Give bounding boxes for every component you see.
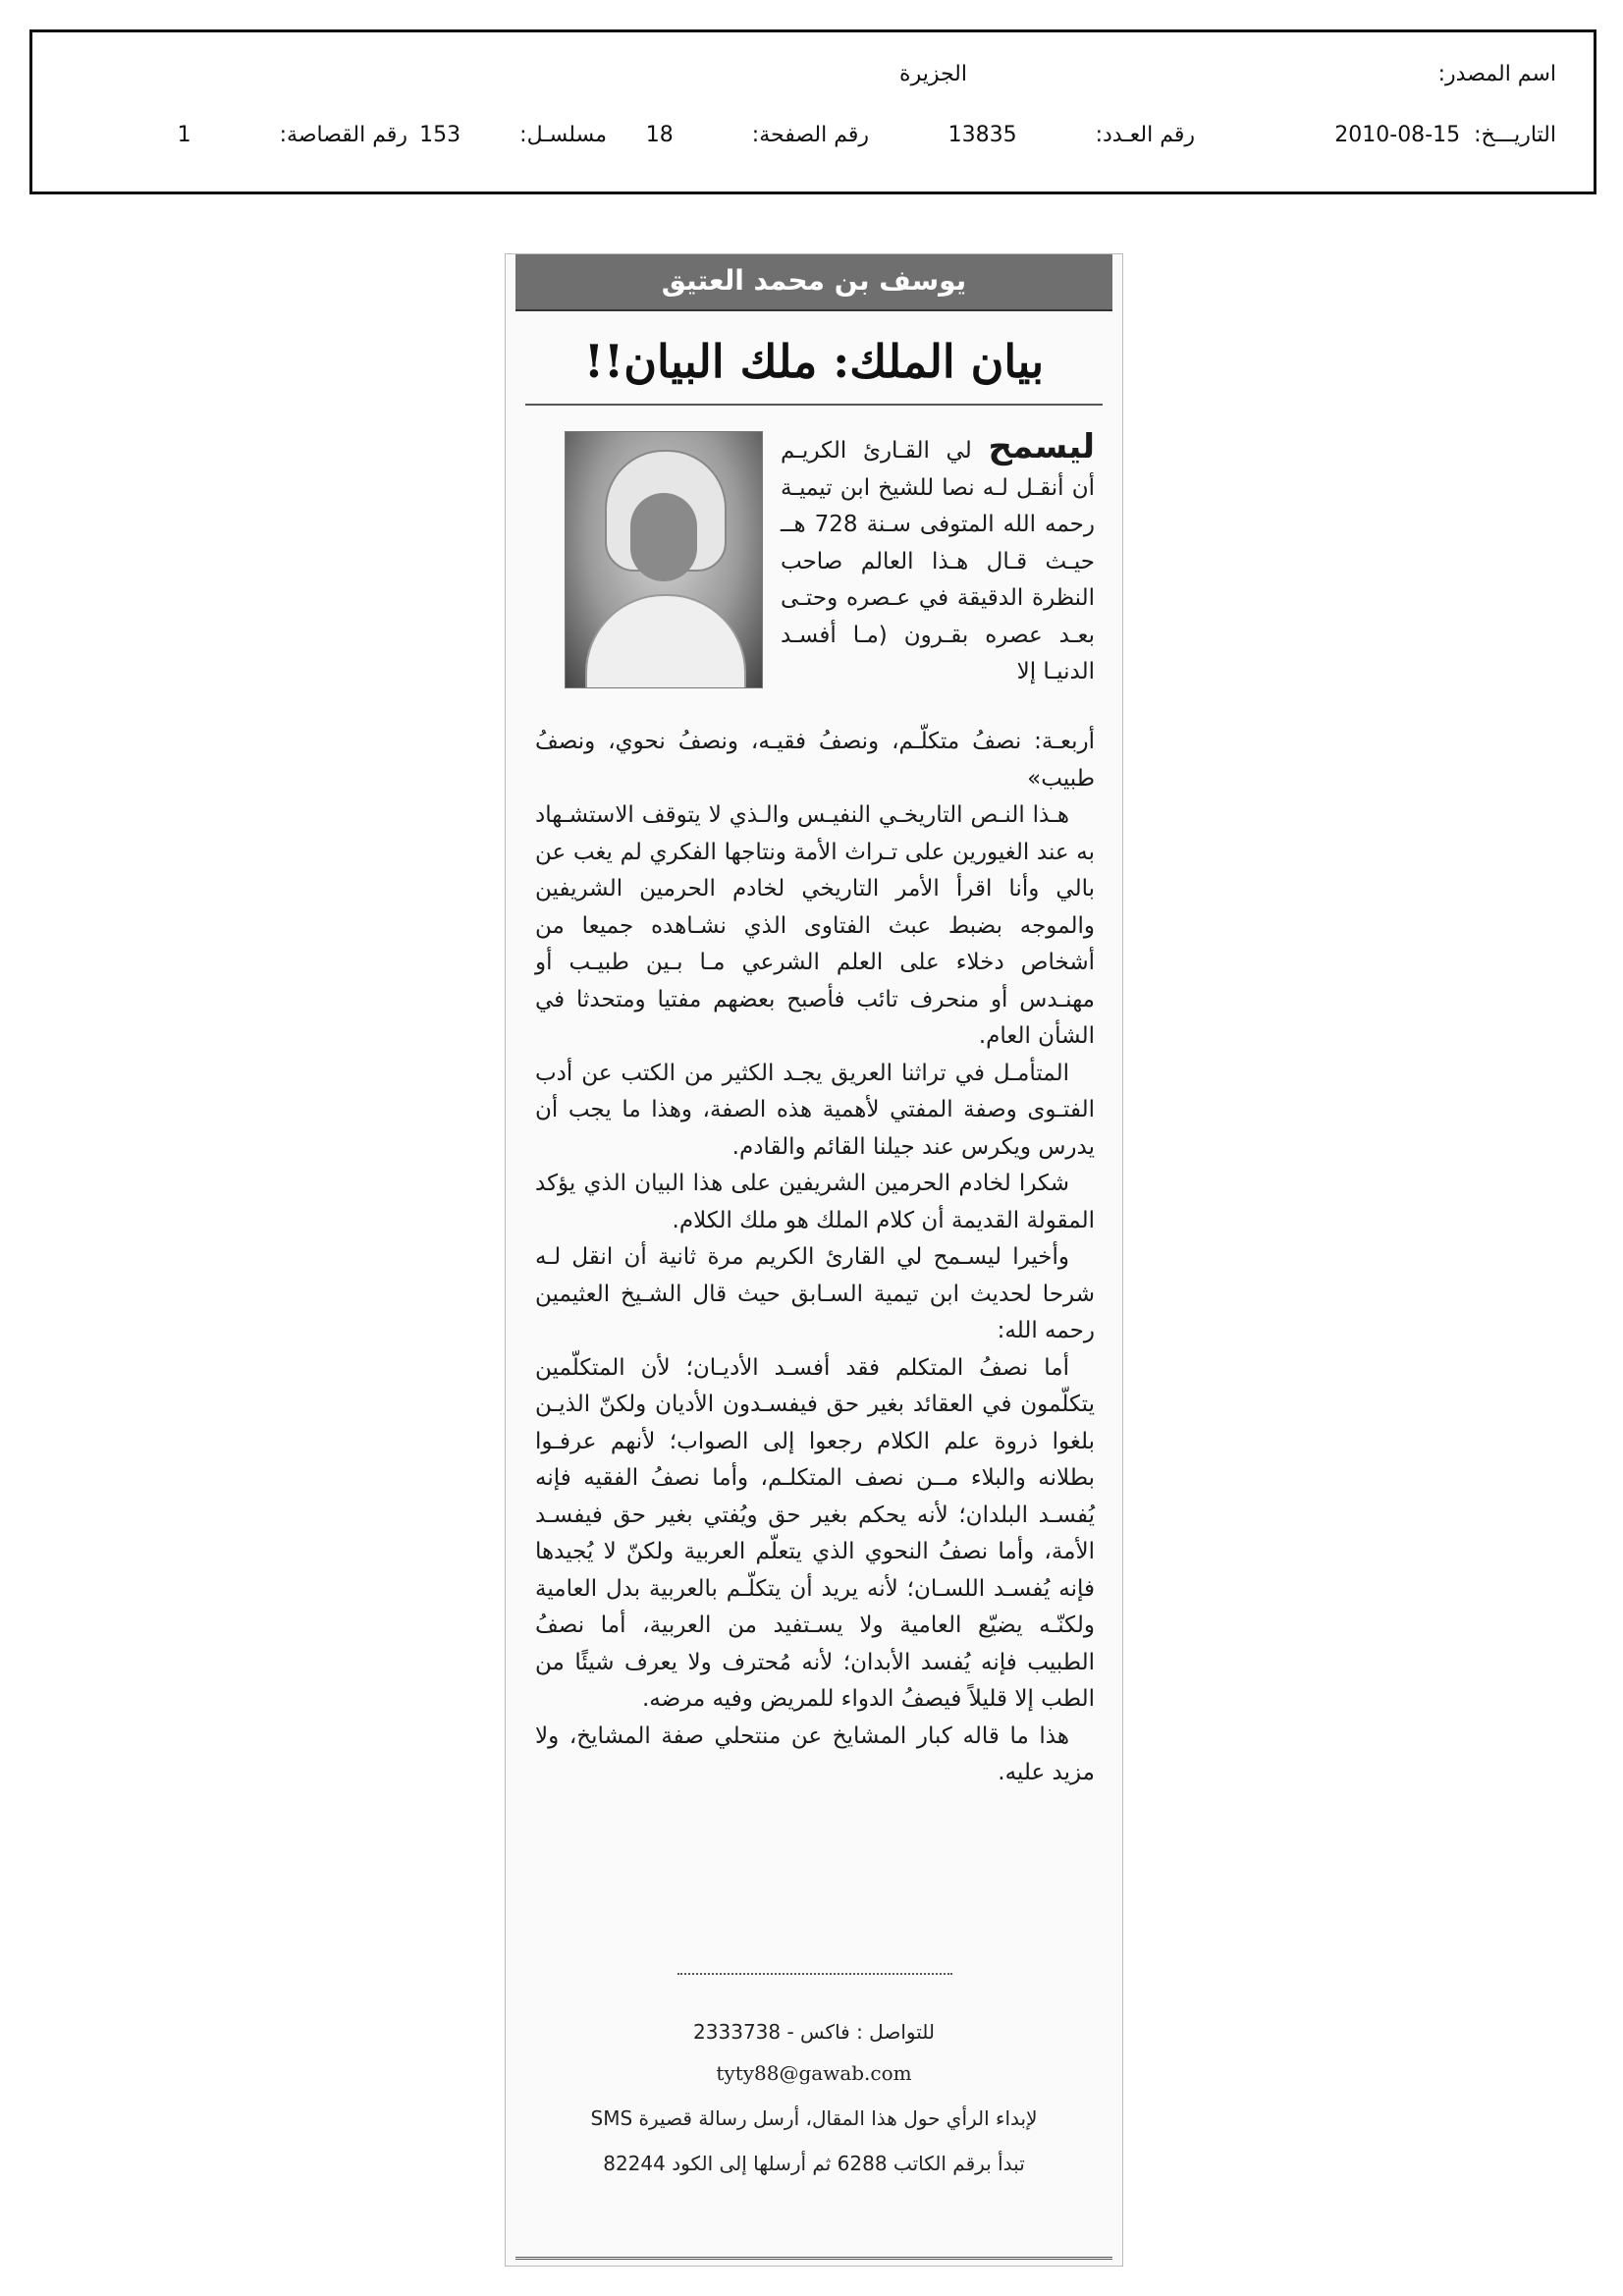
serial-label: مسلسـل: [519,123,607,147]
body-paragraph: وأخيرا ليسـمح لي القارئ الكريم مرة ثانية أن انقل لـه شرحا لحديث ابن تيمية السـابق حيث قال الشـيخ العثيمين رحمه الله: [535,1244,1095,1343]
issue-label: رقم العـدد: [1095,123,1195,147]
headline-divider [525,404,1103,406]
body-paragraph: هذا ما قاله كبار المشايخ عن منتحلي صفة المشايخ، ولا مزيد عليه. [535,1722,1095,1785]
newspaper-clipping [505,253,1123,2267]
clipping-metadata-box [29,29,1596,194]
body-paragraph: أربعـة: نصفُ متكلّـم، ونصفُ فقيـه، ونصفُ نحوي، ونصفُ طبيب» [535,729,1095,792]
clip-number-value: 1 [177,123,191,147]
author-photo-body [585,594,746,688]
contact-sms-code: تبدأ برقم الكاتب 6288 ثم أرسلها إلى الكود 82244 [603,2152,1025,2175]
source-value: الجزيرة [899,62,967,86]
source-name [899,62,967,87]
date-field [1334,123,1556,148]
clipping-bottom-rule [515,2257,1112,2260]
intro-drop-word: ليسمح [988,427,1095,466]
body-paragraph: المتأمـل في تراثنا العريق يجـد الكثير من الكتب عن أدب الفتـوى وصفة المفتي لأهمية هذه الصفة، وهذا ما يجب أن يدرس ويكرس عند جيلنا القائم والقادم. [535,1060,1095,1160]
page-value: 18 [645,123,674,147]
article-intro-column [781,429,1095,691]
intro-text: لي القـارئ الكريـم أن أنقـل لـه نصا للشيخ ابن تيميـة رحمه الله المتوفى سـنة 728 هــ حيـث قـال هـذا العالم صاحب النظرة الدقيقة في عـصره وحتـى بعـد عصره بقـرون (مـا أفسـد الدنيـا إلا [781,438,1095,684]
contact-email: tyty88@gawab.com [716,2061,912,2085]
source-label: اسم المصدر: [1437,62,1556,86]
contact-fax: للتواصل : فاكس - 2333738 [693,2020,935,2044]
body-paragraph: أما نصفُ المتكلم فقد أفسـد الأديـان؛ لأن المتكلّمين يتكلّمون في العقائد بغير حق فيفسـدون الأديان ولكنّ الذيـن بلغوا ذروة علم الكلام رجعوا إلى الصواب؛ لأنهم عرفـوا بطلانه والبلاء مــن نصف المتكلـم، وأما نصفُ الفقيه فإنه يُفسـد البلدان؛ لأنه يحكم بغير حق ويُفتي بغير حق فيفسـد الأمة، وأما نصفُ النحوي الذي يتعلّم العربية ولكنّ لا يُجيدها فإنه يُفسـد اللسـان؛ لأنه يريد أن يتكلّـم بالعربية بدل العامية ولكنّـه يضيّع العامية ولا يسـتفيد من العربية، أما نصفُ الطبيب فإنه يُفسد الأبدان؛ لأنه مُحترف ولا يعرف شيئًا من الطب إلا قليلاً فيصفُ الدواء للمريض وفيه مرضه. [535,1354,1095,1712]
article-headline: بيان الملك: ملك البيان!! [583,335,1045,388]
author-photo [565,431,763,688]
issue-field [948,123,1195,148]
body-paragraph: شكرا لخادم الحرمين الشريفين على هذا البيان الذي يؤكد المقولة القديمة أن كلام الملك هو ملك الكلام. [535,1171,1095,1233]
page-label: رقم الصفحة: [751,123,869,147]
serial-field [419,123,607,148]
source-field [1438,62,1556,87]
author-photo-face [630,493,697,581]
serial-value: 153 [419,123,461,147]
date-value: 15-08-2010 [1334,123,1461,147]
intro-paragraph [781,429,1095,691]
contact-sms-instructions: لإبداء الرأي حول هذا المقال، أرسل رسالة قصيرة SMS [590,2106,1038,2130]
issue-value: 13835 [947,123,1017,147]
article-body [535,724,1095,1792]
author-byline: يوسف بن محمد العتيق [661,264,967,297]
date-label: التاريـــخ: [1474,123,1556,147]
body-paragraph: هـذا النـص التاريخـي النفيـس والـذي لا يتوقف الاستشـهاد به عند الغيورين على تـراث الأمة ونتاجها الفكري لم يغب عن بالي وأنا اقرأ الأمر التاريخي لخادم الحرمين الشريفين والموجه بضبط عبث الفتاوى الذي نشـاهده جميعا من أشخاص دخلاء على العلم الشرعي مـا بـين طبيـب أو مهنـدس أو منحرف تائب فأصبح بعضهم مفتيا ومتحدثا في الشأن العام. [535,802,1095,1049]
byline-bar [515,254,1112,311]
page-field [646,123,869,148]
clip-number-label: رقم القصاصة: [279,123,407,147]
contact-separator [677,1973,952,1975]
clip-number-field [178,123,407,148]
